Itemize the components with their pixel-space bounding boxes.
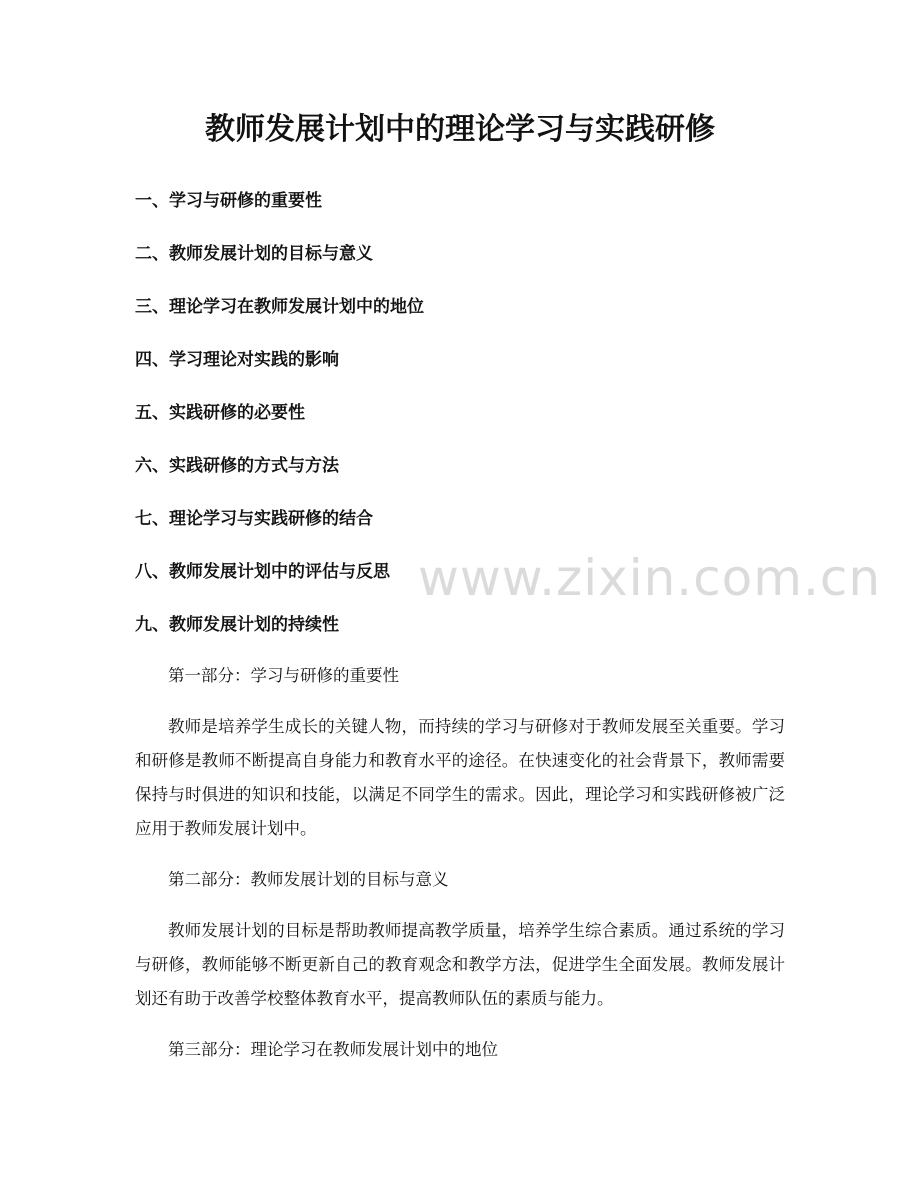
toc-item-9: 九、教师发展计划的持续性 [135,615,339,635]
toc-item-1: 一、学习与研修的重要性 [135,191,322,211]
document-title: 教师发展计划中的理论学习与实践研修 [205,112,715,147]
document-body [135,659,785,1084]
table-of-contents [135,186,785,663]
toc-item-4: 四、学习理论对实践的影响 [135,350,339,370]
section-1-heading: 第一部分：学习与研修的重要性 [168,666,399,685]
toc-item-3: 三、理论学习在教师发展计划中的地位 [135,297,424,317]
toc-item-6: 六、实践研修的方式与方法 [135,456,339,476]
toc-item-2: 二、教师发展计划的目标与意义 [135,244,373,264]
toc-item-7: 七、理论学习与实践研修的结合 [135,509,373,529]
section-3-heading: 第三部分：理论学习在教师发展计划中的地位 [168,1040,498,1059]
section-1-paragraph: 教师是培养学生成长的关键人物，而持续的学习与研修对于教师发展至关重要。学习和研修是教师不断提高自身能力和教育水平的途径。在快速变化的社会背景下，教师需要保持与时俱进的知识和技能，以满足不同学生的需求。因此，理论学习和实践研修被广泛应用于教师发展计划中。 [135,717,785,838]
section-2-heading: 第二部分：教师发展计划的目标与意义 [168,870,449,889]
watermark: www.zixin.com.cn [418,549,882,607]
toc-item-5: 五、实践研修的必要性 [135,403,305,423]
toc-item-8: 八、教师发展计划中的评估与反思 [135,562,390,582]
section-2-paragraph: 教师发展计划的目标是帮助教师提高教学质量，培养学生综合素质。通过系统的学习与研修，教师能够不断更新自己的教育观念和教学方法，促进学生全面发展。教师发展计划还有助于改善学校整体教育水平，提高教师队伍的素质与能力。 [135,921,785,1008]
